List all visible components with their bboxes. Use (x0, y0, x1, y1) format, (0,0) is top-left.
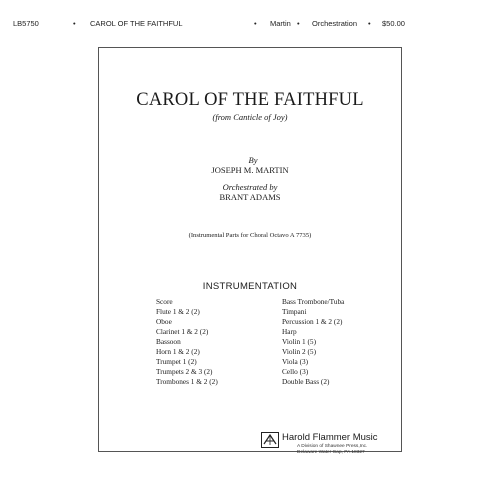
instrument-list-right (282, 297, 344, 387)
catalog-number: LB5750 (13, 19, 39, 28)
publisher-name: Harold Flammer Music (282, 432, 378, 443)
instrument-item: Oboe (156, 317, 172, 326)
separator-bullet: • (297, 19, 300, 28)
instrumentation-heading: INSTRUMENTATION (202, 281, 298, 292)
edition-type: Orchestration (312, 19, 358, 28)
cover-title: CAROL OF THE FAITHFUL (136, 90, 364, 110)
instrument-item: Double Bass (2) (282, 377, 330, 386)
instrument-item: Violin 2 (5) (282, 347, 317, 356)
sheet-music-cover (98, 47, 402, 455)
publisher-address: Delaware Water Gap, PA 18327 (297, 450, 365, 455)
price: $50.00 (382, 19, 405, 28)
instrument-item: Bass Trombone/Tuba (282, 297, 345, 306)
instrument-item: Trumpet 1 (2) (156, 357, 197, 366)
publisher-division: A Division of Shawnee Press,Inc. (297, 444, 368, 449)
instrument-item: Percussion 1 & 2 (2) (282, 317, 343, 326)
parts-note: (Instrumental Parts for Choral Octavo A 7735) (188, 232, 312, 239)
instrument-item: Timpani (282, 307, 307, 316)
instrument-item: Clarinet 1 & 2 (2) (156, 327, 209, 336)
instrument-item: Cello (3) (282, 367, 309, 376)
publisher-logo-icon (261, 432, 279, 448)
instrument-item: Viola (3) (282, 357, 309, 366)
product-info-bar (0, 17, 500, 31)
instrument-item: Violin 1 (5) (282, 337, 317, 346)
instrument-item: Score (156, 297, 173, 306)
orchestrated-by-label: Orchestrated by (222, 182, 278, 192)
instrument-list-left (156, 297, 218, 387)
instrument-item: Flute 1 & 2 (2) (156, 307, 200, 316)
separator-bullet: • (73, 19, 76, 28)
instrument-item: Trumpets 2 & 3 (2) (156, 367, 213, 376)
product-title: CAROL OF THE FAITHFUL (90, 19, 183, 28)
separator-bullet: • (368, 19, 371, 28)
cover-subtitle: (from Canticle of Joy) (212, 112, 288, 122)
orchestrator-name: BRANT ADAMS (219, 192, 281, 202)
by-label: By (248, 155, 258, 165)
instrument-item: Horn 1 & 2 (2) (156, 347, 200, 356)
composer-name: JOSEPH M. MARTIN (211, 165, 289, 175)
separator-bullet: • (254, 19, 257, 28)
composer-short: Martin (270, 19, 291, 28)
instrument-item: Bassoon (156, 337, 181, 346)
instrument-item: Trombones 1 & 2 (2) (156, 377, 218, 386)
publisher-block (261, 430, 396, 460)
instrument-item: Harp (282, 327, 297, 336)
